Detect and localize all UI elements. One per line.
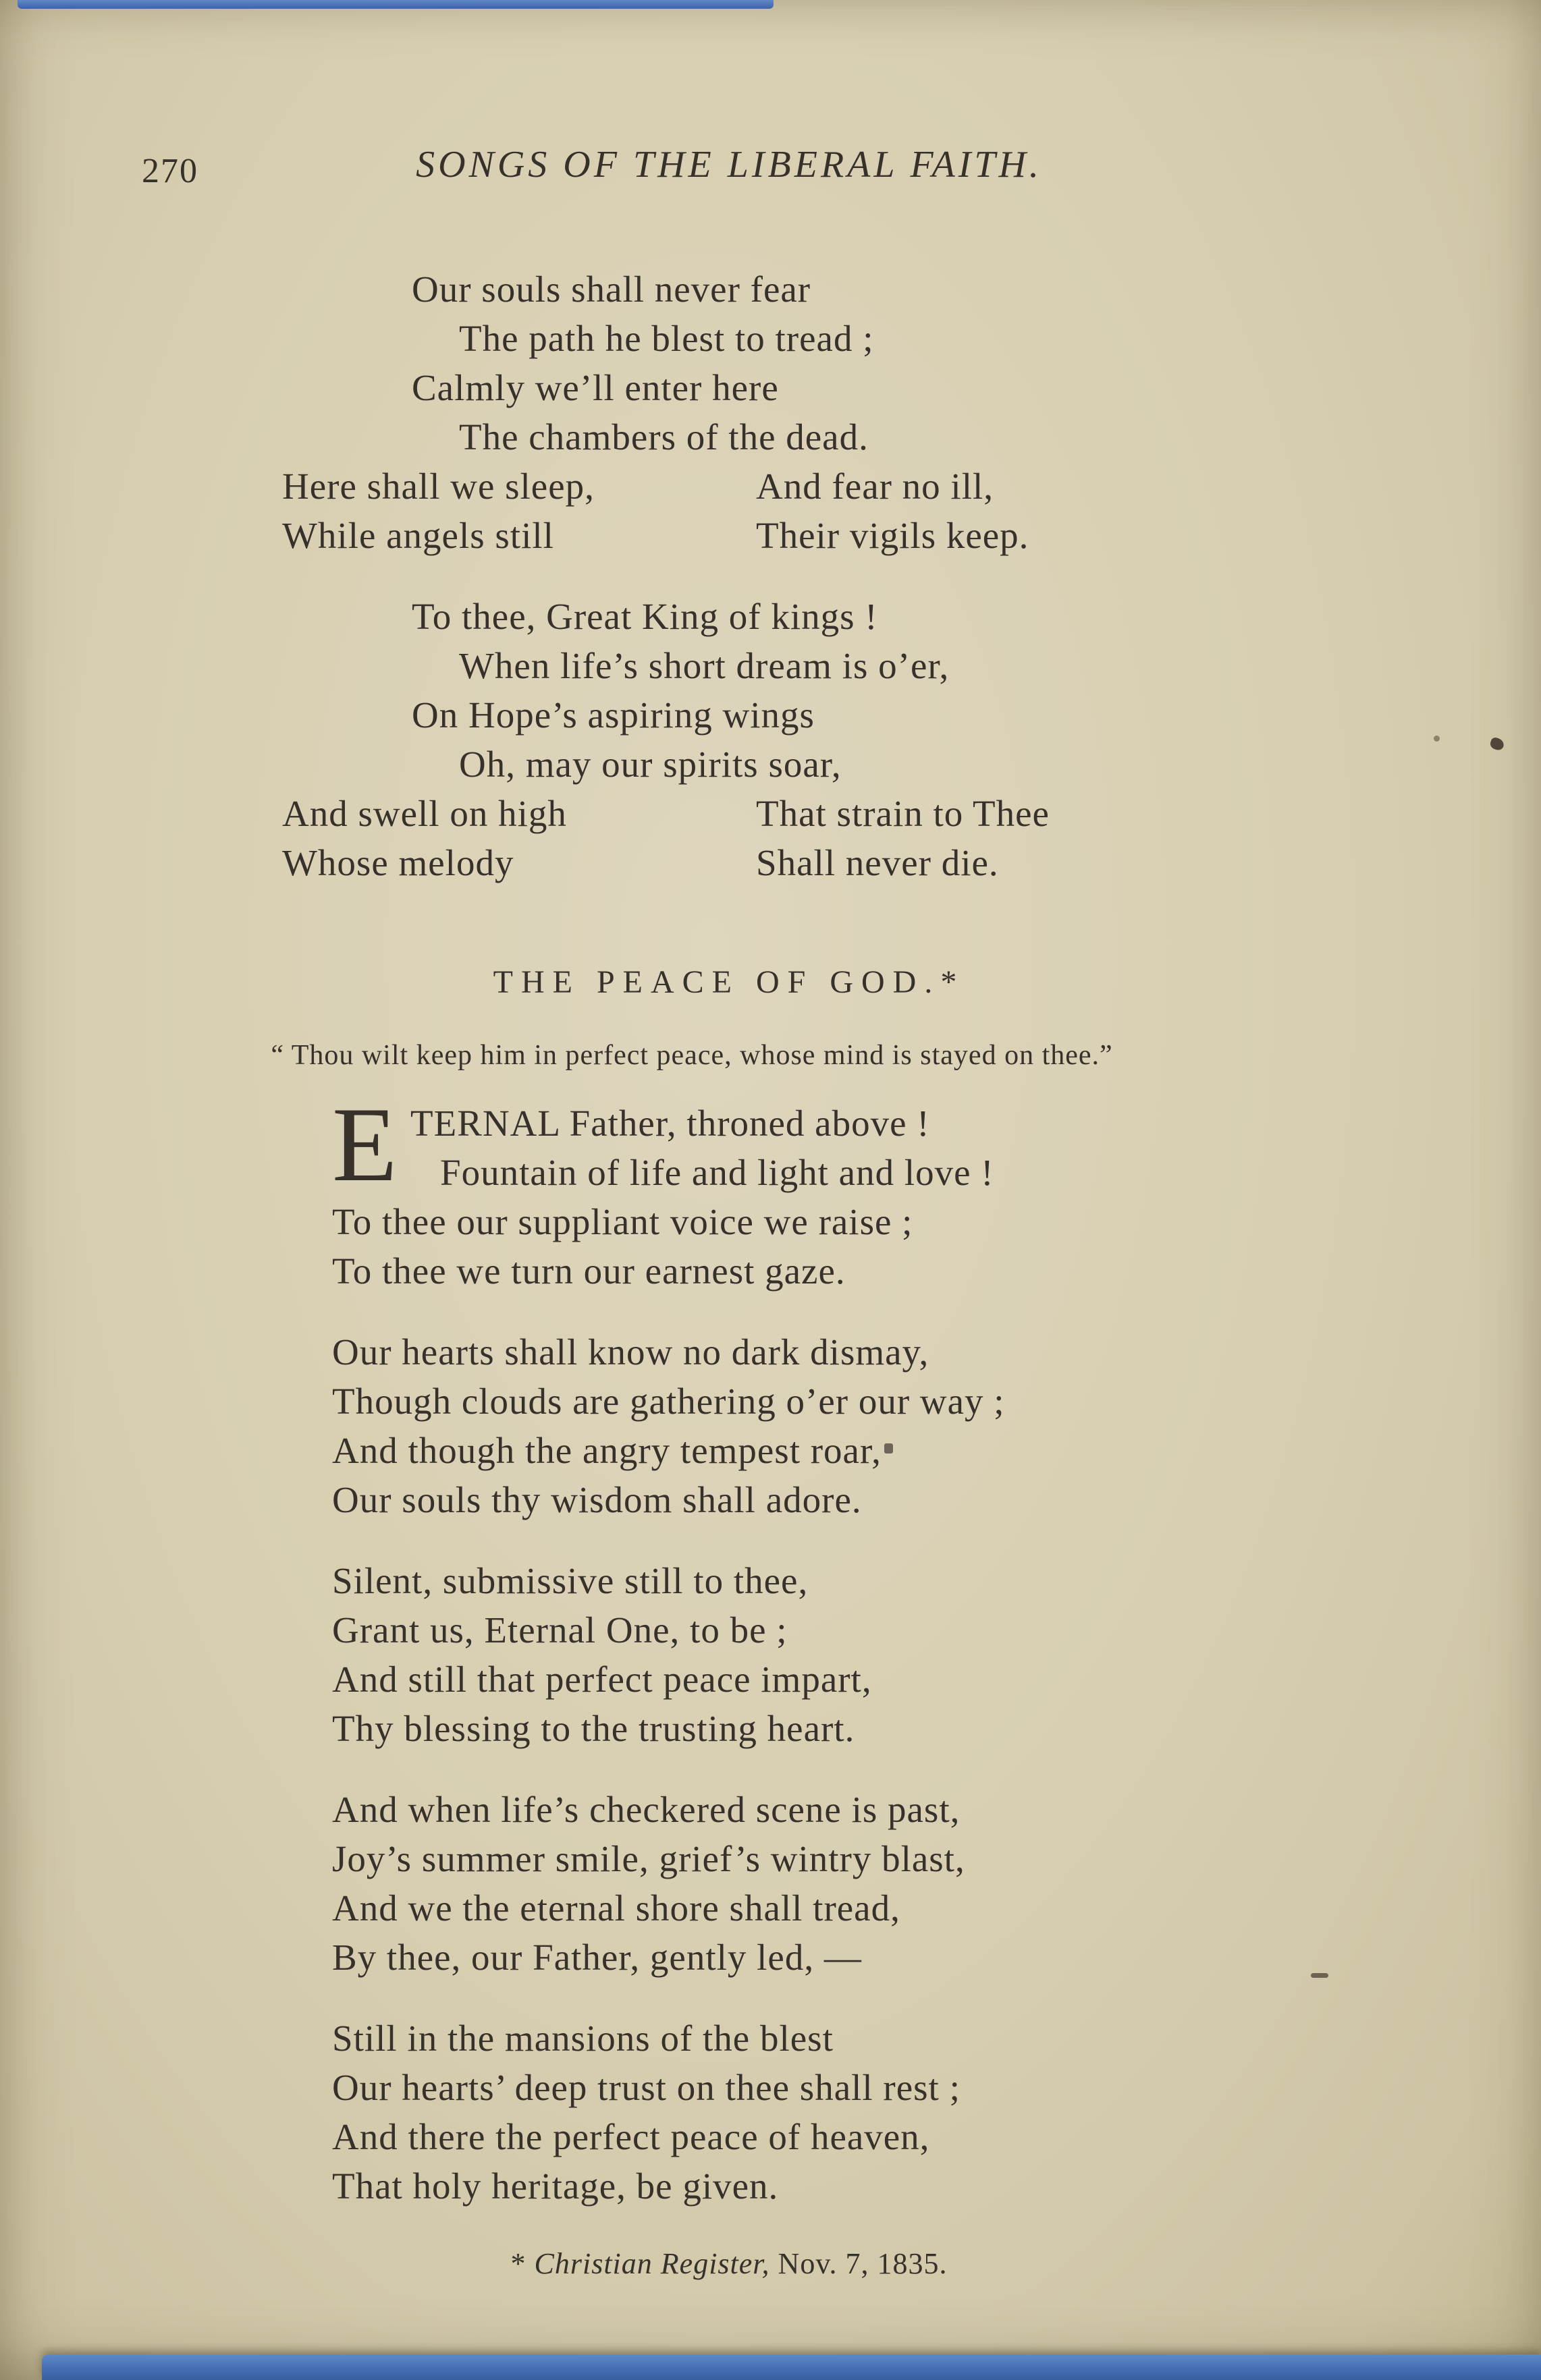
poem-split-line	[282, 511, 1029, 560]
poem-line: To thee our suppliant voice we raise ;	[332, 1201, 913, 1242]
stanza-2	[0, 1327, 1005, 1524]
stanza-1	[0, 1086, 994, 1296]
poem-line-right: Shall never die.	[756, 842, 999, 883]
epigraph: “ Thou wilt keep him in perfect peace, whose mind is stayed on thee.”	[271, 1040, 1113, 1071]
footnote-marker: *	[510, 2247, 526, 2280]
poem-split-line	[282, 789, 1050, 838]
poem-line: Oh, may our spirits soar,	[459, 744, 842, 785]
poem-line: And when life’s checkered scene is past,	[332, 1789, 961, 1830]
poem-line: And there the perfect peace of heaven,	[332, 2116, 930, 2157]
poem-line: Our souls shall never fear	[412, 269, 811, 310]
poem-line: And we the eternal shore shall tread,	[332, 1887, 900, 1929]
poem-line	[332, 1426, 1005, 1475]
footnote	[283, 2246, 1174, 2281]
page-header	[0, 143, 1541, 204]
stanza-3	[0, 1556, 872, 1753]
footnote-source: Christian Register,	[534, 2247, 770, 2280]
poem-line: When life’s short dream is o’er,	[459, 645, 950, 686]
page-content	[0, 265, 1541, 2281]
poem-line-left: And swell on high	[282, 793, 567, 834]
poem-split-line	[282, 838, 1050, 887]
poem-line: Silent, submissive still to thee,	[332, 1560, 809, 1601]
stanza-2	[0, 592, 1050, 887]
cover-edge-top	[18, 0, 774, 9]
cover-edge-bottom	[42, 2354, 1541, 2380]
poem-line-right: Their vigils keep.	[756, 515, 1029, 556]
poem-line: That holy heritage, be given.	[332, 2165, 779, 2207]
page-number: 270	[142, 152, 198, 190]
ink-blot	[884, 1443, 893, 1454]
poem-line: Though clouds are gathering o’er our way ;	[332, 1381, 1005, 1422]
poem-line: To thee, Great King of kings !	[412, 596, 878, 637]
poem-line: Our hearts shall know no dark dismay,	[332, 1331, 929, 1373]
poem-line: Still in the mansions of the blest	[332, 2018, 834, 2059]
stanza-5	[0, 2014, 961, 2211]
poem-line: On Hope’s aspiring wings	[412, 694, 815, 736]
poem-split-line	[282, 462, 1029, 511]
poem-line-left: Whose melody	[282, 842, 514, 883]
poem-line: Grant us, Eternal One, to be ;	[332, 1609, 788, 1651]
poem-line-right: That strain to Thee	[756, 793, 1050, 834]
poem-line: To thee we turn our earnest gaze.	[332, 1250, 846, 1292]
poem-line-text: And though the angry tempest roar,	[332, 1430, 882, 1471]
poem-line: Our souls thy wisdom shall adore.	[332, 1479, 862, 1520]
poem-line: And still that perfect peace impart,	[332, 1659, 872, 1700]
poem-line-left: While angels still	[282, 515, 554, 556]
poem-line: TERNAL Father, throned above !	[410, 1103, 930, 1144]
poem-line: Joy’s summer smile, grief’s wintry blast,	[332, 1838, 965, 1879]
poem-line: The path he blest to tread ;	[459, 318, 874, 359]
running-title: SONGS OF THE LIBERAL FAITH.	[416, 144, 1042, 186]
poem-line: Fountain of life and light and love !	[440, 1152, 994, 1193]
poem-line: By thee, our Father, gently led, —	[332, 1937, 862, 1978]
poem-line-left: Here shall we sleep,	[282, 466, 595, 507]
poem-line: Calmly we’ll enter here	[412, 367, 779, 408]
poem-line-right: And fear no ill,	[756, 466, 994, 507]
hymn-title: THE PEACE OF GOD.*	[493, 964, 965, 1000]
poem-line: Our hearts’ deep trust on thee shall rest ;	[332, 2067, 961, 2108]
dropcap-letter: E	[332, 1086, 398, 1204]
poem-line: The chambers of the dead.	[459, 416, 869, 458]
footnote-date: Nov. 7, 1835.	[778, 2247, 948, 2280]
poem-line: Thy blessing to the trusting heart.	[332, 1708, 855, 1749]
stanza-1	[0, 265, 1029, 560]
stanza-4	[0, 1785, 965, 1982]
